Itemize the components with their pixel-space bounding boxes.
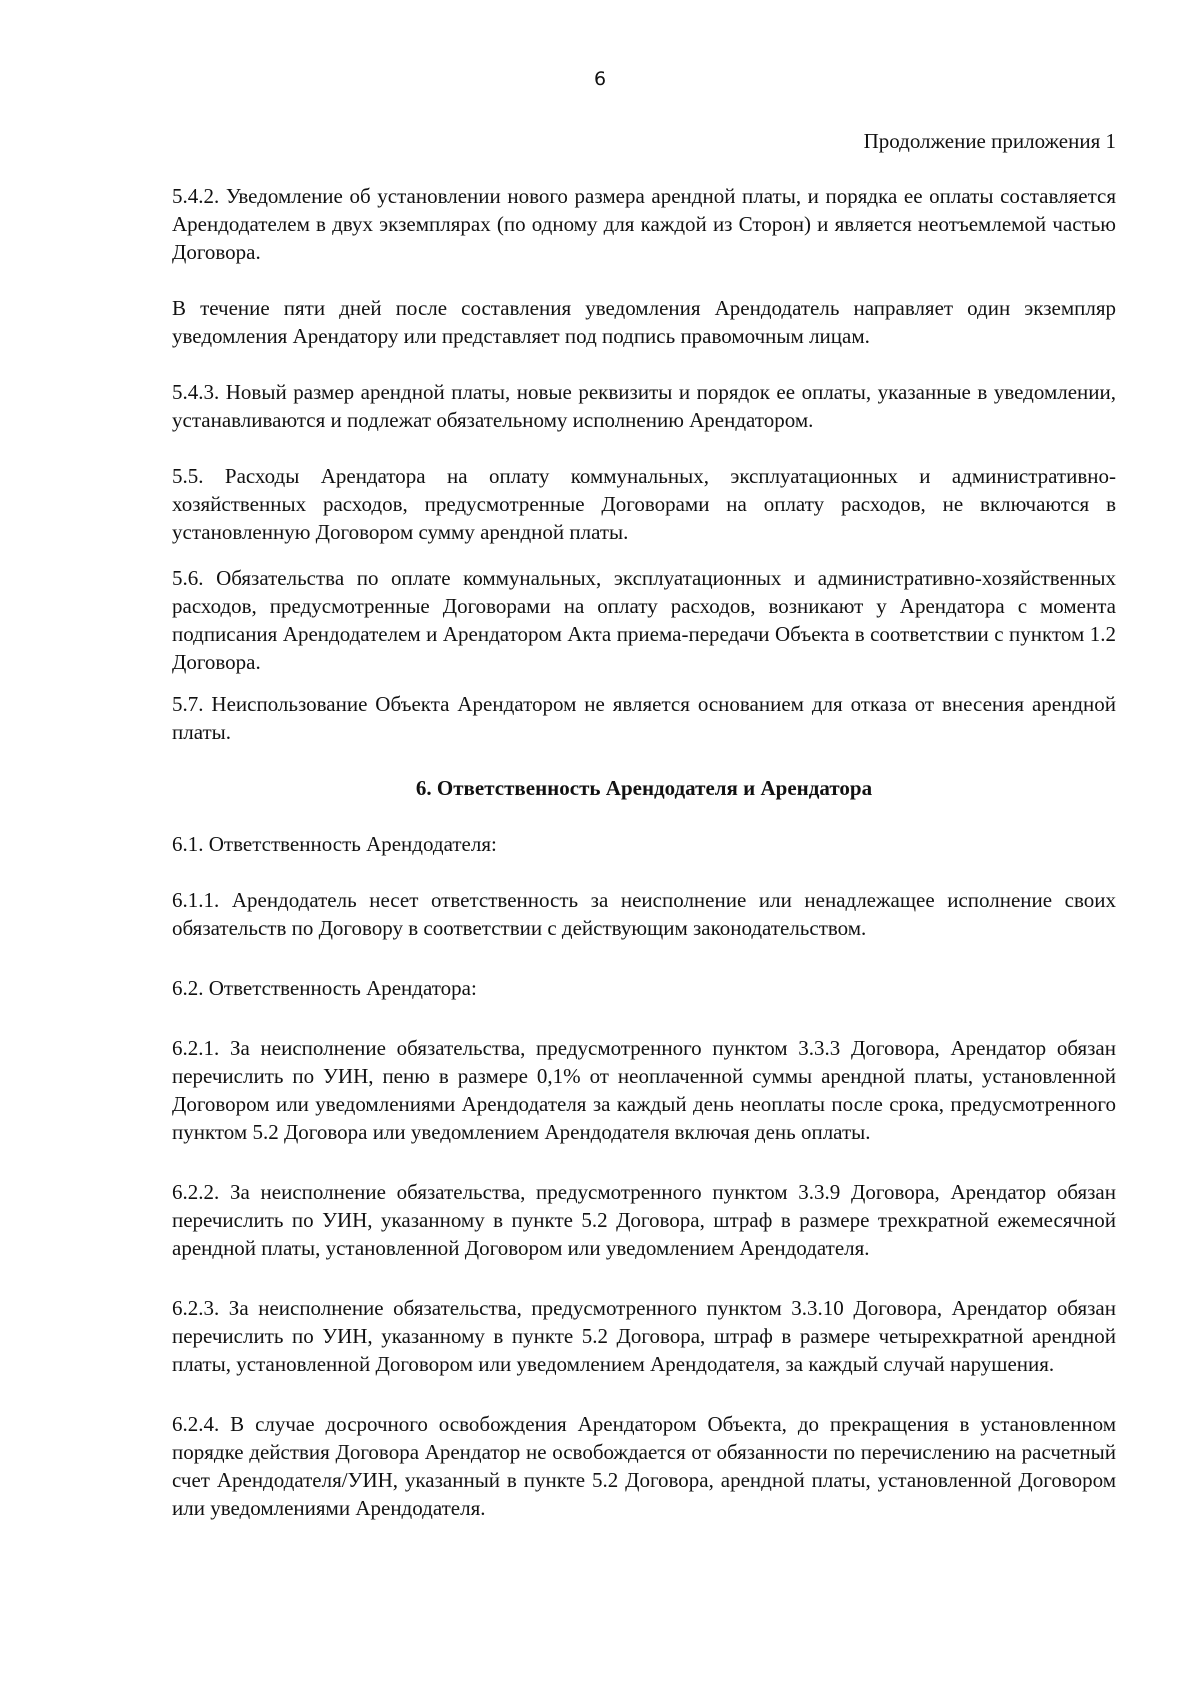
clause-6-2-1: 6.2.1. За неисполнение обязательства, предусмотренного пунктом 3.3.3 Договора, Арендатор обязан перечислить по УИН, пеню в размере 0,1% от неоплаченной суммы арендной платы, установленной Договором или уведомлениями Арендодателя за каждый день неоплаты после срока, предусмотренного пунктом 5.2 Договора или уведомлением Арендодателя включая день оплаты.	[172, 1036, 1116, 1144]
clause-5-4-2-notice: В течение пяти дней после составления уведомления Арендодатель направляет один экземпляр уведомления Арендатору или представляет под подпись правомочным лицам.	[172, 296, 1116, 348]
clause-5-6: 5.6. Обязательства по оплате коммунальных, эксплуатационных и административно-хозяйственных расходов, предусмотренные Договорами на оплату расходов, возникают у Арендатора с момента подписания Арендодателем и Арендатором Акта приема-передачи Объекта в соответствии с пунктом 1.2 Договора.	[172, 566, 1116, 674]
clause-5-5: 5.5. Расходы Арендатора на оплату коммунальных, эксплуатационных и административно-хозяйственных расходов, предусмотренные Договорами на оплату расходов, не включаются в установленную Договором сумму арендной платы.	[172, 464, 1116, 544]
section-heading-6: 6. Ответственность Арендодателя и Арендатора	[415, 776, 873, 800]
clause-6-2-2: 6.2.2. За неисполнение обязательства, предусмотренного пунктом 3.3.9 Договора, Арендатор обязан перечислить по УИН, указанному в пункте 5.2 Договора, штраф в размере трехкратной ежемесячной арендной платы, установленной Договором или уведомлением Арендодателя.	[172, 1180, 1116, 1260]
clause-5-4-3: 5.4.3. Новый размер арендной платы, новые реквизиты и порядок ее оплаты, указанные в уведомлении, устанавливаются и подлежат обязательному исполнению Арендатором.	[172, 380, 1116, 432]
clause-5-7: 5.7. Неиспользование Объекта Арендатором не является основанием для отказа от внесения арендной платы.	[172, 692, 1116, 744]
clause-6-2-3: 6.2.3. За неисполнение обязательства, предусмотренного пунктом 3.3.10 Договора, Арендатор обязан перечислить по УИН, указанному в пункте 5.2 Договора, штраф в размере четырехкратной арендной платы, установленной Договором или уведомлением Арендодателя, за каждый случай нарушения.	[172, 1296, 1116, 1376]
page-number: 6	[593, 68, 607, 90]
clause-6-2-4: 6.2.4. В случае досрочного освобождения Арендатором Объекта, до прекращения в установленном порядке действия Договора Арендатор не освобождается от обязанности по перечислению на расчетный счет Арендодателя/УИН, указанный в пункте 5.2 Договора, арендной платы, установленной Договором или уведомлениями Арендодателя.	[172, 1412, 1116, 1520]
clause-5-4-2: 5.4.2. Уведомление об установлении нового размера арендной платы, и порядка ее оплаты составляется Арендодателем в двух экземплярах (по одному для каждой из Сторон) и является неотъемлемой частью Договора.	[172, 184, 1116, 264]
clause-6-2: 6.2. Ответственность Арендатора:	[172, 976, 477, 1000]
clause-6-1: 6.1. Ответственность Арендодателя:	[172, 832, 497, 856]
document-body	[172, 182, 1116, 1522]
clause-6-1-1: 6.1.1. Арендодатель несет ответственность за неисполнение или ненадлежащее исполнение своих обязательств по Договору в соответствии с действующим законодательством.	[172, 888, 1116, 940]
appendix-continuation-note: Продолжение приложения 1	[863, 129, 1116, 153]
